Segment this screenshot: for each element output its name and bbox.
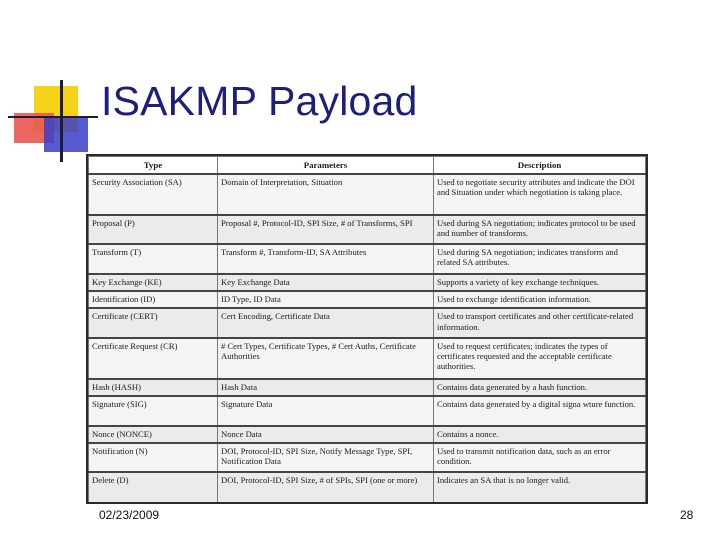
cell-type: Certificate Request (CR) [89, 338, 218, 379]
table-row [89, 244, 646, 274]
cell-parameters: Transform #, Transform-ID, SA Attributes [218, 244, 434, 274]
cell-parameters: Signature Data [218, 396, 434, 426]
cell-parameters: # Cert Types, Certificate Types, # Cert Auths, Certificate Authorities [218, 338, 434, 379]
slide-page-number: 28 [680, 508, 694, 522]
table-row [89, 396, 646, 426]
cell-type: Notification (N) [89, 443, 218, 473]
cell-type: Security Association (SA) [89, 174, 218, 215]
slide-title: ISAKMP Payload [101, 78, 418, 124]
cell-type: Hash (HASH) [89, 379, 218, 396]
cell-description: Used to exchange identification information. [434, 291, 646, 308]
cell-description: Used during SA negotiation; indicates transform and related SA attributes. [434, 244, 646, 274]
cell-type: Nonce (NONCE) [89, 426, 218, 443]
table-row [89, 379, 646, 396]
cell-type: Signature (SIG) [89, 396, 218, 426]
cell-parameters: ID Type, ID Data [218, 291, 434, 308]
table-row [89, 426, 646, 443]
logo-blue-square [44, 118, 88, 152]
cell-description: Used during SA negotiation; indicates protocol to be used and number of transforms. [434, 215, 646, 245]
cell-parameters: Hash Data [218, 379, 434, 396]
payload-table-container [86, 154, 648, 504]
cell-description: Used to negotiate security attributes and indicate the DOI and Situation under which negotiation is taking place. [434, 174, 646, 215]
cell-parameters: Nonce Data [218, 426, 434, 443]
cell-type: Key Exchange (KE) [89, 274, 218, 291]
cell-parameters: DOI, Protocol-ID, SPI Size, # of SPIs, SPI (one or more) [218, 472, 434, 502]
cell-description: Used to transmit notification data, such as an error condition. [434, 443, 646, 473]
logo-horizontal-line [8, 116, 98, 118]
cell-type: Identification (ID) [89, 291, 218, 308]
cell-description: Supports a variety of key exchange techniques. [434, 274, 646, 291]
cell-parameters: Cert Encoding, Certificate Data [218, 308, 434, 338]
table-row [89, 308, 646, 338]
slide-date: 02/23/2009 [99, 508, 160, 522]
table-row [89, 291, 646, 308]
table-row [89, 472, 646, 502]
logo-vertical-line [60, 80, 63, 162]
cell-description: Indicates an SA that is no longer valid. [434, 472, 646, 502]
table-row [89, 338, 646, 379]
table-row [89, 274, 646, 291]
cell-description: Contains data generated by a digital signa wture function. [434, 396, 646, 426]
payload-table [88, 156, 646, 502]
table-row [89, 443, 646, 473]
cell-parameters: Proposal #, Protocol-ID, SPI Size, # of Transforms, SPI [218, 215, 434, 245]
cell-parameters: DOI, Protocol-ID, SPI Size, Notify Message Type, SPI, Notification Data [218, 443, 434, 473]
table-row [89, 174, 646, 215]
header-description: Description [434, 157, 646, 175]
cell-description: Contains data generated by a hash function. [434, 379, 646, 396]
table-header-row [89, 157, 646, 175]
cell-type: Certificate (CERT) [89, 308, 218, 338]
header-parameters: Parameters [218, 157, 434, 175]
table-row [89, 215, 646, 245]
cell-description: Contains a nonce. [434, 426, 646, 443]
slide-logo [0, 0, 100, 170]
cell-type: Delete (D) [89, 472, 218, 502]
cell-parameters: Key Exchange Data [218, 274, 434, 291]
cell-type: Transform (T) [89, 244, 218, 274]
header-type: Type [89, 157, 218, 175]
cell-type: Proposal (P) [89, 215, 218, 245]
cell-description: Used to transport certificates and other certificate-related information. [434, 308, 646, 338]
cell-parameters: Domain of Interpretation, Situation [218, 174, 434, 215]
cell-description: Used to request certificates; indicates the types of certificates requested and the acceptable certificate authorities. [434, 338, 646, 379]
